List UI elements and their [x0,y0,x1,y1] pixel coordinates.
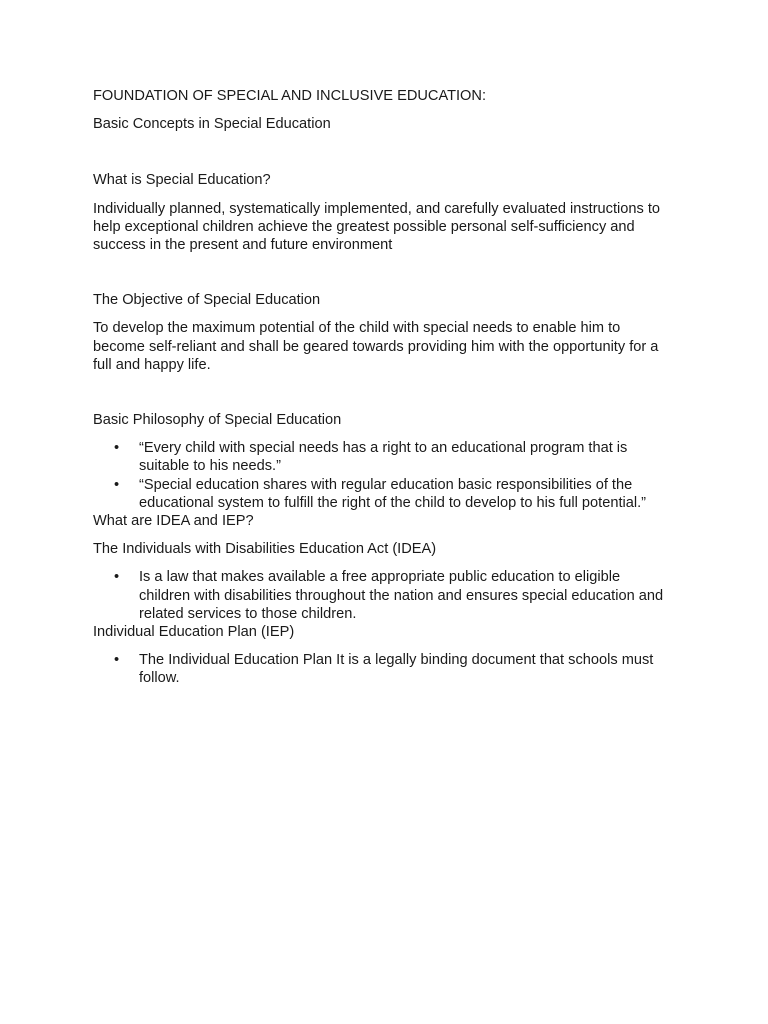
list-item [93,651,673,687]
section-heading-what-is: What is Special Education? [93,172,271,189]
section-body-objective: To develop the maximum potential of the child with special needs to enable him to become self-reliant and shall be geared towards providing him with the opportunity for a full and happy life. [93,320,659,373]
idea-heading: The Individuals with Disabilities Education Act (IDEA) [93,541,437,558]
bullet-icon: • [114,440,120,457]
document-content [93,87,673,688]
section-heading-idea-iep: What are IDEA and IEP? [93,513,254,530]
list-item-text: “Every child with special needs has a right to an educational program that is suitable to his needs.” [139,440,628,475]
bullet-icon: • [114,652,120,669]
bullet-icon: • [114,569,120,586]
list-item-text: “Special education shares with regular education basic responsibilities of the educational system to fulfill the right of the child to develop to his full potential.” [139,476,647,511]
list-item-text: The Individual Education Plan It is a legally binding document that schools must follow. [139,652,654,687]
idea-bullet-list [93,568,673,623]
section-heading-objective: The Objective of Special Education [93,292,321,309]
document-title: FOUNDATION OF SPECIAL AND INCLUSIVE EDUCATION: [93,88,487,104]
list-item [93,476,673,512]
iep-heading: Individual Education Plan (IEP) [93,624,295,641]
list-item [93,439,673,475]
iep-bullet-list [93,651,673,687]
bullet-icon: • [114,476,120,493]
list-item-text: Is a law that makes available a free appropriate public education to eligible children with disabilities throughout the nation and ensures special education and related services to those children. [139,569,664,622]
section-heading-philosophy: Basic Philosophy of Special Education [93,412,342,429]
section-body-what-is: Individually planned, systematically implemented, and carefully evaluated instructions to help exceptional children achieve the greatest possible personal self-sufficiency and success in the present and future environment [93,200,661,254]
philosophy-bullet-list [93,439,673,512]
list-item [93,568,673,623]
document-subtitle: Basic Concepts in Special Education [93,116,331,133]
